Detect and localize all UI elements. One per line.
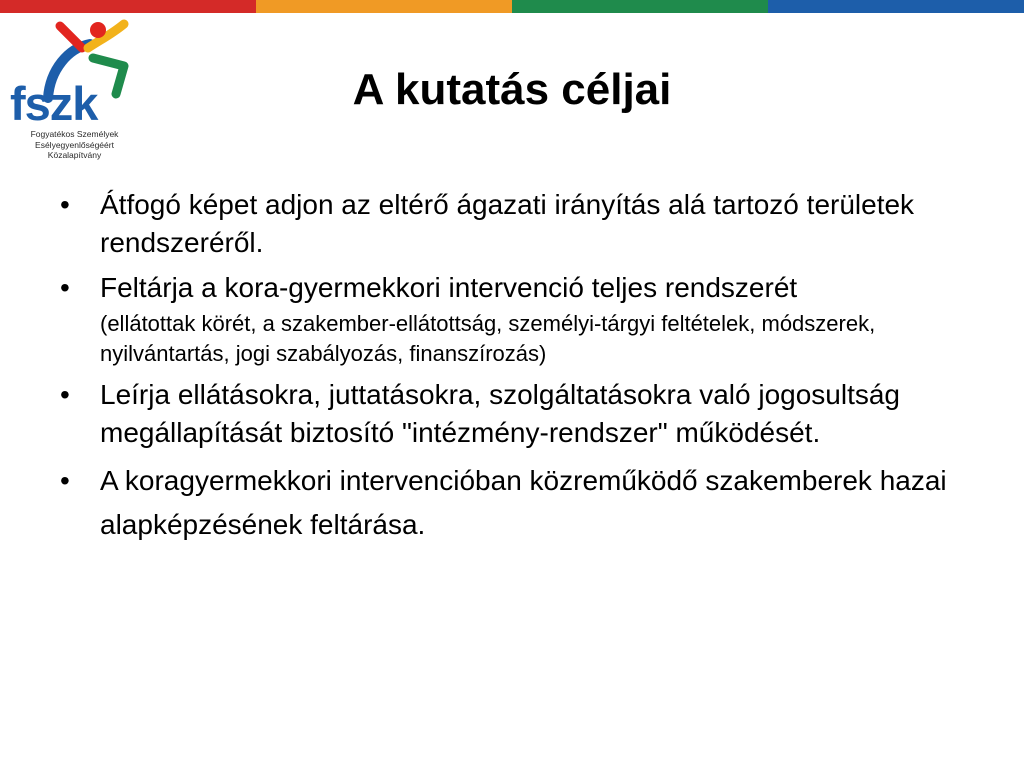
logo-subtitle-line: Fogyatékos Személyek [30,129,119,139]
bullet-marker: • [60,379,70,410]
stripe-red [0,0,256,13]
stripe-green [512,0,768,13]
slide-title: A kutatás céljai [352,65,672,114]
logo-subtitle-line: Közalapítvány [47,150,102,160]
logo-wordmark: fszk [10,77,98,130]
bullet-marker: • [60,272,70,303]
bullet-item [60,186,975,262]
stripe-blue [768,0,1024,13]
logo-subtitle [12,129,137,161]
bullet-item [60,376,975,452]
bullet-item [60,269,975,369]
bullet-subtext: (ellátottak körét, a szakember-ellátottság, személyi-tárgyi feltételek, módszerek, nyilvántartás, jogi szabályozás, finanszírozás) [100,311,876,366]
bullet-marker: • [60,465,70,496]
bullet-text: Leírja ellátásokra, juttatásokra, szolgáltatásokra való jogosultság megállapítását biztosító "intézmény-rendszer" működését. [100,379,900,448]
bullet-marker: • [60,189,70,220]
bullet-text: Átfogó képet adjon az eltérő ágazati irányítás alá tartozó területek rendszeréről. [100,189,915,258]
bullet-item [60,459,975,547]
bullet-list [60,186,975,554]
bullet-text: A koragyermekkori intervencióban közreműködő szakemberek hazai alapképzésének feltárása. [100,465,947,540]
logo-subtitle-line: Esélyegyenlőségéért [35,139,114,150]
top-color-stripe [0,0,1024,13]
bullet-text: Feltárja a kora-gyermekkori intervenció teljes rendszerét [100,272,798,303]
stripe-orange [256,0,512,13]
